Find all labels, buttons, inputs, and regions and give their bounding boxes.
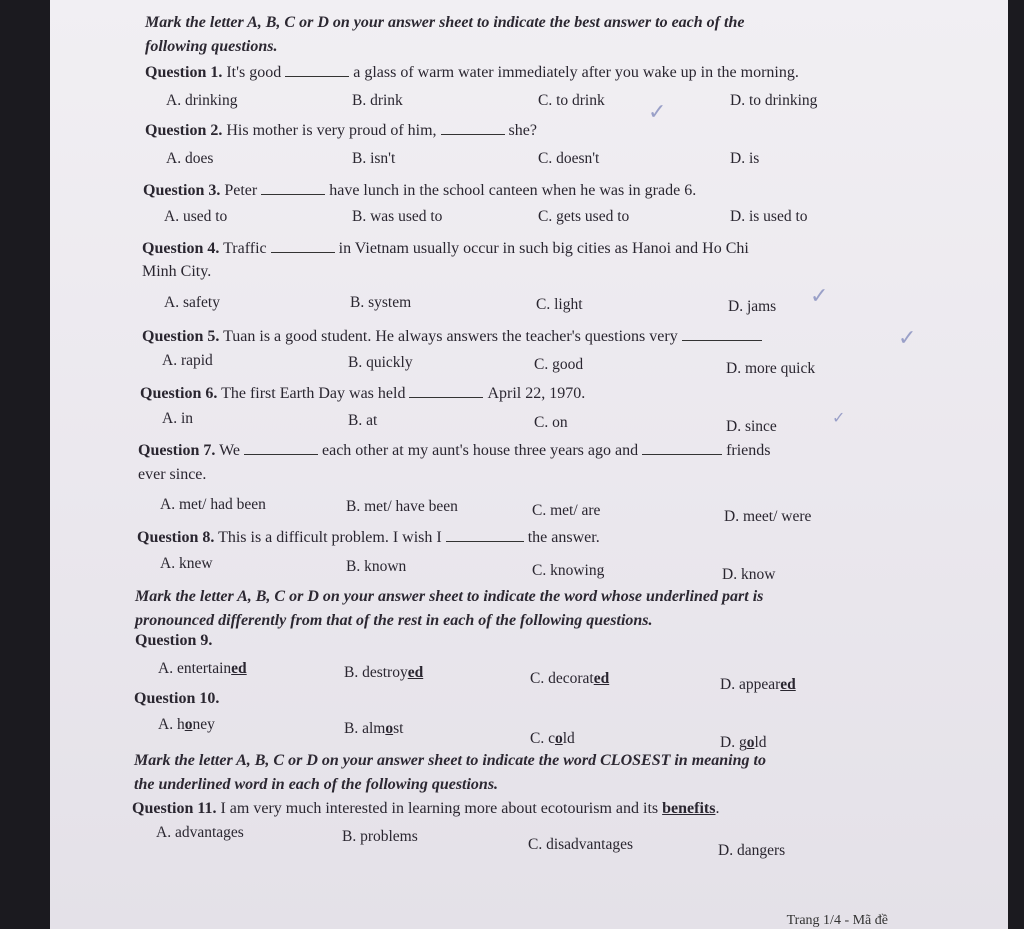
question-text: have lunch in the school canteen when he was in grade 6. (329, 182, 697, 199)
question-text: . (715, 800, 720, 817)
answer-blank (285, 62, 349, 77)
option-b: B. problems (342, 828, 418, 845)
option-text: B. destroy (344, 664, 408, 681)
question-text: April 22, 1970. (487, 385, 586, 402)
instruction-part2-line1: Mark the letter A, B, C or D on your answer sheet to indicate the word whose underlined part is (135, 588, 764, 605)
option-c: C. doesn't (538, 150, 600, 167)
option-a: A. does (166, 150, 214, 167)
option-b (344, 720, 403, 738)
question-label: Question 6. (140, 385, 218, 402)
instruction-part3-line2: the underlined word in each of the following questions. (134, 776, 499, 793)
option-b: B. system (350, 294, 412, 311)
question-9 (135, 632, 1008, 658)
option-c (530, 670, 609, 688)
question-5 (142, 326, 1008, 352)
option-text: st (393, 720, 404, 737)
question-text: Traffic (223, 240, 267, 257)
option-c: C. good (534, 356, 584, 373)
underlined-part: ed (780, 676, 796, 693)
option-c: C. met/ are (532, 502, 601, 519)
question-label: Question 9. (135, 632, 213, 649)
question-7 (138, 440, 1008, 466)
option-a: A. safety (164, 294, 220, 311)
question-label: Question 8. (137, 529, 215, 546)
option-b: B. met/ have been (346, 498, 458, 515)
question-text: the answer. (527, 529, 600, 546)
option-b: B. at (348, 412, 378, 429)
option-text: ld (562, 730, 575, 747)
checkmark-icon: ✓ (832, 408, 846, 427)
question-label: Question 1. (145, 64, 223, 81)
instruction-part1-line1: Mark the letter A, B, C or D on your answer sheet to indicate the best answer to each of the (145, 14, 745, 31)
option-d (720, 734, 767, 752)
option-b (344, 664, 423, 682)
question-label: Question 11. (132, 800, 217, 817)
answer-blank (682, 326, 762, 341)
instruction-part2-line2: pronounced differently from that of the rest in each of the following questions. (135, 612, 653, 629)
answer-blank (441, 120, 505, 135)
option-b: B. known (346, 558, 407, 575)
underlined-part: ed (231, 660, 247, 677)
option-d: D. is used to (730, 208, 808, 225)
option-c: C. on (534, 414, 568, 431)
option-a: A. met/ had been (160, 496, 266, 513)
answer-blank (271, 238, 335, 253)
question-4 (142, 238, 1008, 264)
question-3 (143, 180, 1008, 206)
page-footer: Trang 1/4 - Mã đề (786, 913, 888, 928)
option-d: D. meet/ were (724, 508, 812, 525)
question-text: It's good (226, 64, 282, 81)
question-text: The first Earth Day was held (221, 385, 406, 402)
option-a (158, 660, 247, 678)
option-d: D. jams (728, 298, 777, 315)
question-text: Peter (224, 182, 258, 199)
option-text: C. decorat (530, 670, 594, 687)
option-text: D. g (720, 734, 747, 751)
question-label: Question 3. (143, 182, 221, 199)
question-6 (140, 383, 1008, 409)
answer-blank (642, 440, 722, 455)
option-text: A. entertain (158, 660, 232, 677)
question-text: We (219, 442, 240, 459)
question-text: in Vietnam usually occur in such big cities as Hanoi and Ho Chi (338, 240, 749, 257)
option-d: D. dangers (718, 842, 786, 859)
option-a: A. drinking (166, 92, 238, 109)
option-a: A. advantages (156, 824, 244, 841)
option-c (530, 730, 575, 748)
option-a: A. in (162, 410, 193, 427)
question-1 (145, 62, 1008, 88)
instruction-part1-line2: following questions. (145, 38, 278, 55)
question-text: she? (508, 122, 537, 139)
question-text: friends (726, 442, 771, 459)
answer-blank (261, 180, 325, 195)
option-a (158, 716, 215, 734)
question-text: a glass of warm water immediately after you wake up in the morning. (353, 64, 799, 81)
answer-blank (409, 383, 483, 398)
option-a: A. used to (164, 208, 228, 225)
question-4-continued: Minh City. (142, 263, 212, 280)
option-text: B. alm (344, 720, 386, 737)
question-text: each other at my aunt's house three years ago and (321, 442, 639, 459)
underlined-part: o (385, 720, 394, 737)
underlined-part: ed (593, 670, 610, 687)
question-2 (145, 120, 1008, 146)
option-b: B. isn't (352, 150, 396, 167)
option-d: D. more quick (726, 360, 816, 377)
option-text: D. appear (720, 676, 781, 693)
question-label: Question 10. (134, 690, 220, 707)
question-text: This is a difficult problem. I wish I (218, 529, 442, 546)
option-b: B. drink (352, 92, 403, 109)
underlined-part: o (184, 716, 193, 733)
question-label: Question 2. (145, 122, 223, 139)
underlined-part: o (554, 730, 563, 747)
question-7-continued: ever since. (138, 466, 207, 483)
question-text: I am very much interested in learning more about ecotourism and its (220, 800, 659, 817)
instruction-part3-line1: Mark the letter A, B, C or D on your answer sheet to indicate the word CLOSEST in meaning to (134, 752, 766, 769)
checkmark-icon: ✓ (648, 100, 667, 125)
option-c: C. disadvantages (528, 836, 634, 853)
option-b: B. quickly (348, 354, 413, 371)
option-d: D. know (722, 566, 776, 583)
answer-blank (446, 527, 524, 542)
question-label: Question 5. (142, 328, 220, 345)
option-d: D. to drinking (730, 92, 818, 109)
option-text: ney (192, 716, 215, 733)
question-text: His mother is very proud of him, (226, 122, 437, 139)
option-a: A. knew (160, 555, 213, 572)
option-text: ld (754, 734, 767, 751)
checkmark-icon: ✓ (898, 326, 917, 351)
option-b: B. was used to (352, 208, 443, 225)
question-8 (137, 527, 1008, 553)
option-text: C. c (530, 730, 555, 747)
question-11 (132, 800, 1008, 826)
underlined-part: o (746, 734, 755, 751)
option-c: C. to drink (538, 92, 605, 109)
underlined-word: benefits (662, 800, 716, 817)
question-10 (134, 690, 1008, 716)
option-c: C. light (536, 296, 583, 313)
option-a: A. rapid (162, 352, 213, 369)
option-text: A. h (158, 716, 185, 733)
question-label: Question 4. (142, 240, 220, 257)
option-c: C. knowing (532, 562, 605, 579)
checkmark-icon: ✓ (810, 284, 829, 309)
option-d: D. since (726, 418, 777, 435)
question-label: Question 7. (138, 442, 216, 459)
option-d: D. is (730, 150, 760, 167)
question-text: Tuan is a good student. He always answers the teacher's questions very (223, 328, 678, 345)
worksheet-page (50, 0, 1008, 929)
answer-blank (244, 440, 318, 455)
option-c: C. gets used to (538, 208, 630, 225)
underlined-part: ed (407, 664, 424, 681)
